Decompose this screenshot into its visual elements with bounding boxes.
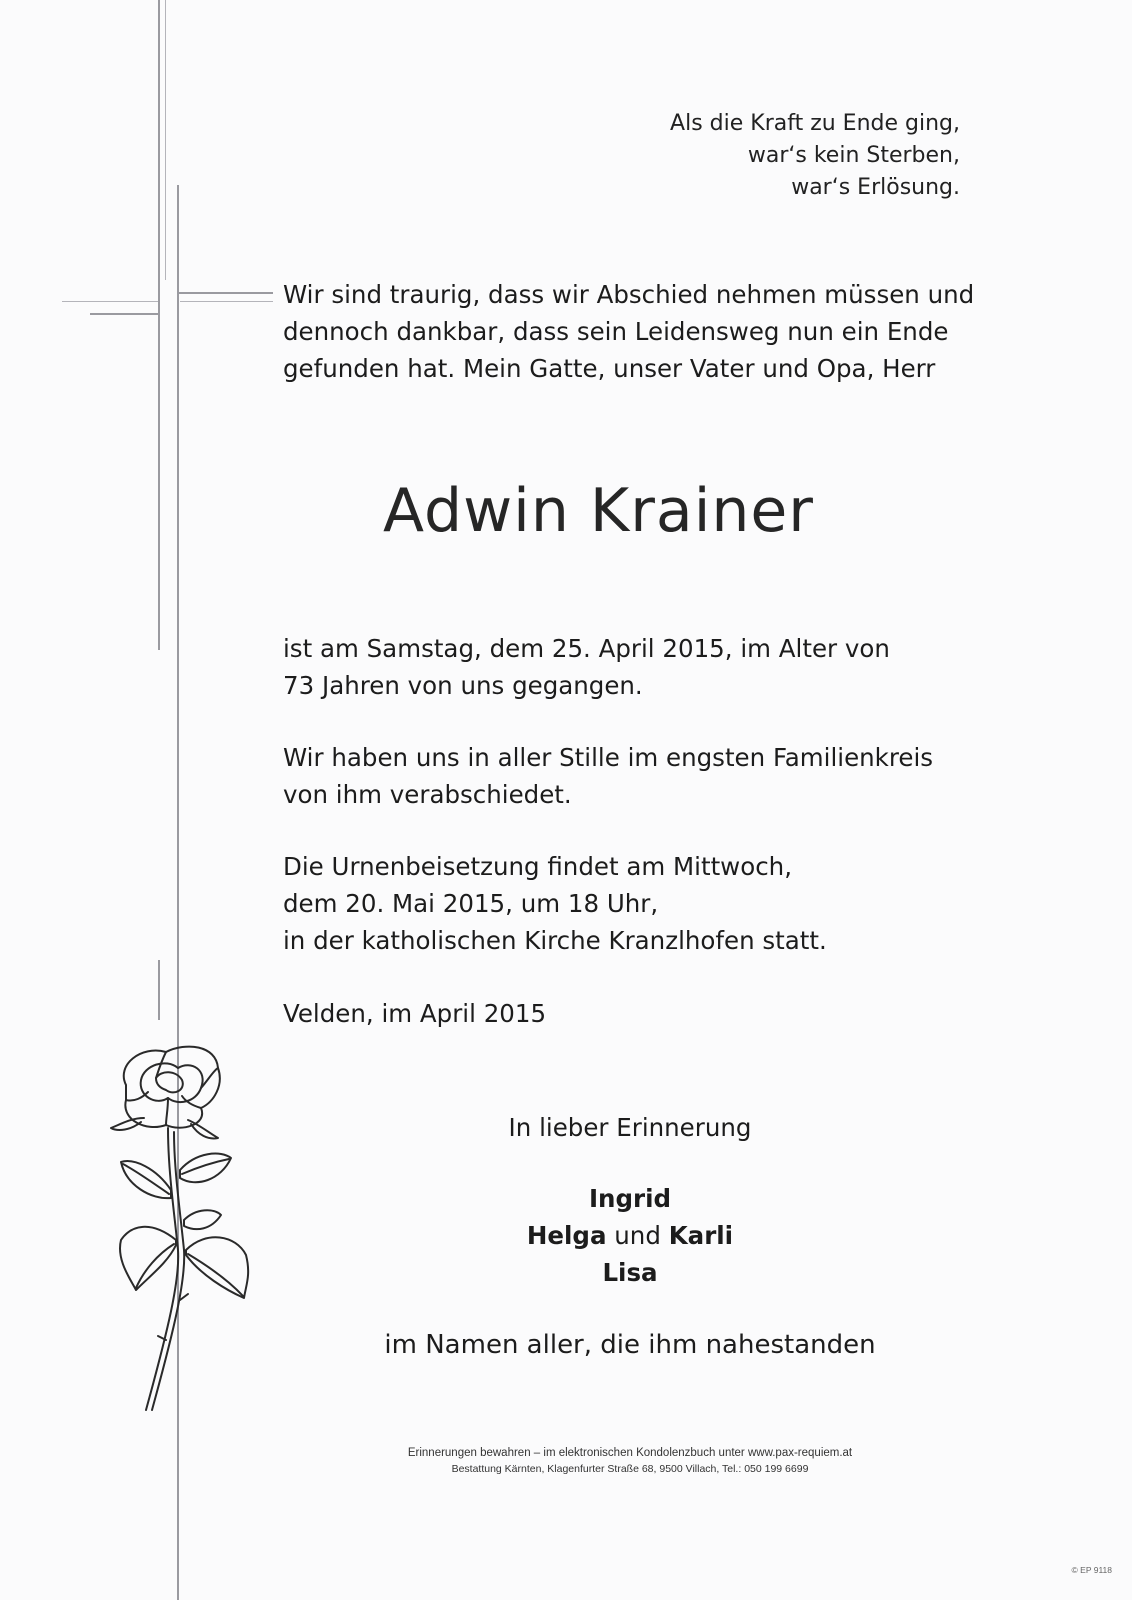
death-notice-line: 73 Jahren von uns gegangen.	[283, 671, 643, 700]
death-notice	[283, 630, 1003, 704]
farewell-line: von ihm verabschiedet.	[283, 780, 572, 809]
place-date	[283, 995, 1003, 1032]
intro-line: dennoch dankbar, dass sein Leidensweg nun ein Ende	[283, 317, 949, 346]
mourner-connector: und	[614, 1221, 661, 1250]
intro-text	[283, 276, 1003, 387]
motto	[540, 108, 960, 204]
footer	[370, 1445, 890, 1477]
death-notice-line: ist am Samstag, dem 25. April 2015, im Alter von	[283, 634, 890, 663]
mourner-name: Karli	[668, 1221, 734, 1250]
closing-text: im Namen aller, die ihm nahestanden	[384, 1330, 876, 1360]
mourner-name: Lisa	[602, 1258, 658, 1287]
burial-line: Die Urnenbeisetzung findet am Mittwoch,	[283, 852, 792, 881]
place-date-text: Velden, im April 2015	[283, 999, 547, 1028]
rose-icon	[96, 1040, 276, 1420]
mourner-name: Ingrid	[588, 1184, 672, 1213]
intro-line: gefunden hat. Mein Gatte, unser Vater und Opa, Herr	[283, 354, 936, 383]
motto-line: war‘s kein Sterben,	[747, 143, 960, 168]
intro-line: Wir sind traurig, dass wir Abschied nehmen müssen und	[283, 280, 975, 309]
footer-line: Bestattung Kärnten, Klagenfurter Straße 68, 9500 Villach, Tel.: 050 199 6699	[451, 1463, 809, 1475]
print-code: © EP 9118	[1071, 1565, 1112, 1575]
burial-line: dem 20. Mai 2015, um 18 Uhr,	[283, 889, 659, 918]
burial-line: in der katholischen Kirche Kranzlhofen statt.	[283, 926, 827, 955]
memory-text: In lieber Erinnerung	[508, 1113, 752, 1142]
farewell-line: Wir haben uns in aller Stille im engsten Familienkreis	[283, 743, 934, 772]
motto-line: war‘s Erlösung.	[791, 175, 960, 200]
deceased-name: Adwin Krainer	[383, 476, 814, 546]
footer-line: Erinnerungen bewahren – im elektronischen Kondolenzbuch unter www.pax-requiem.at	[407, 1447, 853, 1459]
farewell-text	[283, 739, 1003, 813]
motto-line: Als die Kraft zu Ende ging,	[670, 111, 960, 136]
mourner-name: Helga	[526, 1221, 607, 1250]
burial-info	[283, 848, 1003, 959]
mourners	[400, 1180, 860, 1291]
